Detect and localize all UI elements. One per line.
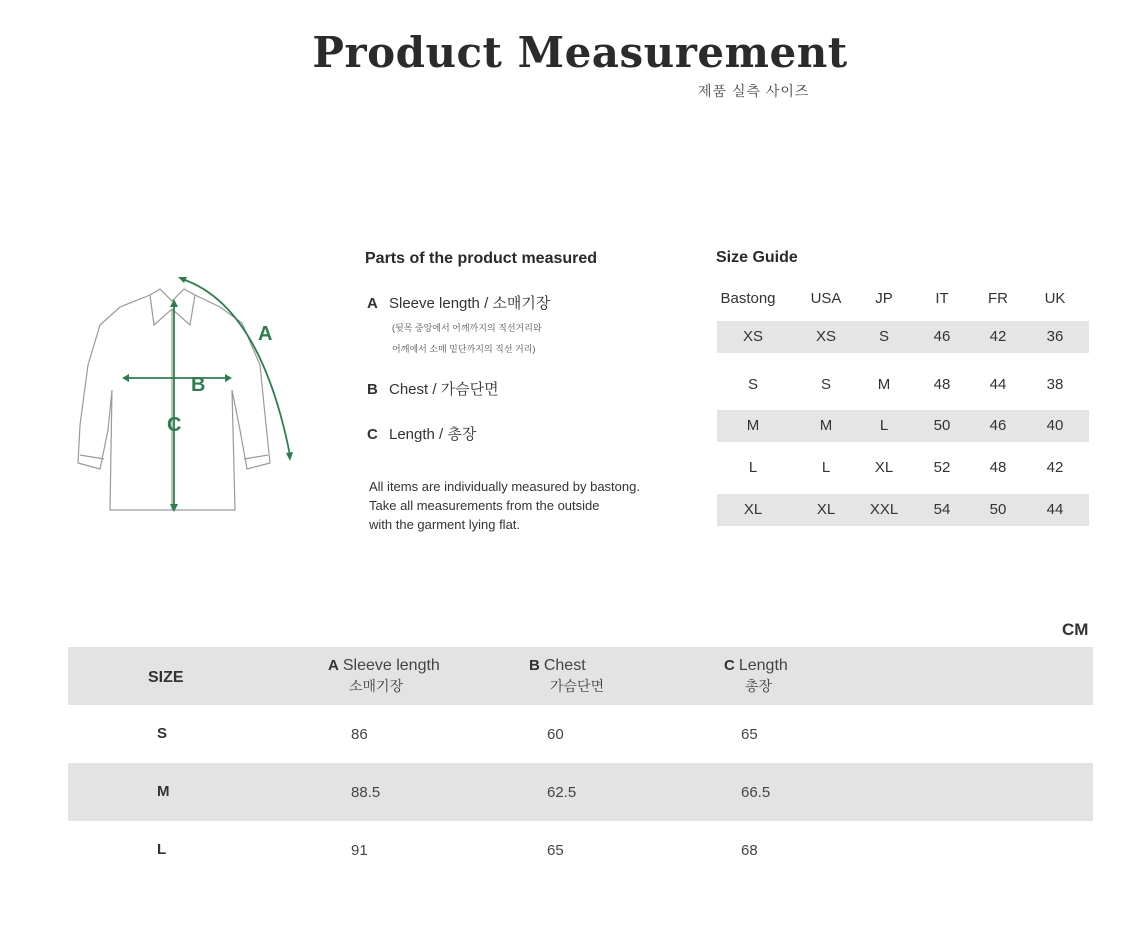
size-guide-cell: 38: [1046, 376, 1064, 393]
size-guide-cell: M: [746, 417, 760, 434]
size-guide-cell: 50: [989, 501, 1007, 518]
part-item-c: [367, 423, 476, 444]
measurement-note: [369, 477, 640, 534]
table-row: [68, 705, 1093, 763]
size-guide-cell: 44: [1046, 501, 1064, 518]
part-a-note: (뒷목 중앙에서 어깨까지의 직선거리와: [392, 323, 542, 333]
column-label-en: Chest: [543, 657, 586, 674]
column-letter: C: [724, 657, 735, 674]
column-label-en: Length: [738, 657, 788, 674]
part-item-b: [367, 378, 499, 399]
size-guide-cell: S: [878, 328, 890, 345]
sleeve-value: 86: [351, 726, 368, 743]
size-guide-cell: S: [747, 376, 759, 393]
measurement-note-line: with the garment lying flat.: [369, 517, 521, 532]
size-guide-cell: 46: [933, 328, 951, 345]
size-guide-cell: XL: [743, 501, 763, 518]
row-size: M: [157, 783, 170, 800]
measurement-note-line: All items are individually measured by bastong.: [369, 479, 640, 494]
size-guide-cell: L: [879, 417, 889, 434]
size-guide-cell: XL: [874, 459, 894, 476]
size-guide-column-header: UK: [1044, 290, 1066, 307]
table-row: [68, 763, 1093, 821]
size-guide-cell: 52: [933, 459, 951, 476]
size-column-header: SIZE: [148, 669, 184, 686]
size-guide-column-header: Bastong: [720, 290, 776, 307]
size-guide-cell: XS: [815, 328, 837, 345]
part-letter: A: [367, 295, 378, 312]
row-size: L: [157, 841, 167, 858]
size-guide-row: [717, 321, 1089, 353]
shirt-diagram: [60, 265, 310, 525]
size-guide-cell: M: [877, 376, 891, 393]
page-title: Product Measurement: [312, 28, 848, 77]
part-letter: B: [367, 381, 378, 398]
column-letter: A: [328, 657, 339, 674]
length-value: 66.5: [741, 784, 771, 801]
measurement-table: [68, 647, 1093, 879]
page-subtitle: 제품 실측 사이즈: [698, 83, 810, 99]
diagram-label-c: C: [167, 414, 182, 436]
size-guide-cell: 42: [989, 328, 1007, 345]
size-guide-column-header: IT: [935, 290, 949, 307]
size-guide-cell: XS: [742, 328, 764, 345]
column-header-sleeve: [328, 657, 440, 696]
size-guide-table: [717, 283, 1089, 526]
size-guide-cell: 54: [933, 501, 951, 518]
size-guide-cell: XXL: [869, 501, 899, 518]
unit-label: CM: [1062, 620, 1089, 639]
size-guide-cell: XL: [816, 501, 836, 518]
size-guide-row: [717, 494, 1089, 526]
size-guide-header-row: [717, 283, 1089, 315]
measure-line-a: [182, 279, 290, 455]
column-letter: B: [529, 657, 540, 674]
measurement-table-header: [68, 647, 1093, 705]
sleeve-value: 88.5: [351, 784, 381, 801]
part-label: Chest / 가슴단면: [389, 381, 499, 398]
size-guide-column-header: FR: [988, 290, 1008, 307]
column-header-length: [724, 657, 788, 696]
size-guide-row: [717, 369, 1089, 401]
length-value: 65: [741, 726, 758, 743]
measurement-note-line: Take all measurements from the outside: [369, 498, 600, 513]
size-guide-row: [717, 452, 1089, 484]
size-guide-cell: 48: [989, 459, 1007, 476]
size-guide-cell: 42: [1046, 459, 1064, 476]
size-guide-cell: 40: [1046, 417, 1064, 434]
size-guide-cell: 50: [933, 417, 951, 434]
parts-heading: Parts of the product measured: [365, 250, 598, 267]
diagram-label-b: B: [191, 374, 206, 396]
row-size: S: [157, 725, 168, 742]
chest-value: 60: [547, 726, 564, 743]
size-guide-cell: S: [820, 376, 832, 393]
diagram-label-a: A: [258, 323, 273, 345]
column-label-ko: 가슴단면: [550, 678, 605, 694]
column-label-en: Sleeve length: [342, 657, 440, 674]
table-row: [68, 821, 1093, 879]
part-item-a: [367, 292, 550, 313]
size-guide-cell: 44: [989, 376, 1007, 393]
column-header-chest: [529, 657, 604, 696]
size-guide-cell: 46: [989, 417, 1007, 434]
part-letter: C: [367, 426, 378, 443]
arrowhead-b-left: [122, 374, 129, 382]
right-cuff: [244, 455, 268, 459]
arrowhead-a-end: [286, 452, 293, 461]
part-label: Length / 총장: [389, 426, 477, 443]
arrowhead-b-right: [225, 374, 232, 382]
size-guide-column-header: JP: [875, 290, 893, 307]
length-value: 68: [741, 842, 758, 859]
size-guide-heading: Size Guide: [716, 249, 798, 266]
column-label-ko: 총장: [745, 678, 773, 694]
column-label-ko: 소매기장: [349, 678, 404, 694]
size-guide-row: [717, 410, 1089, 442]
size-guide-cell: L: [821, 459, 831, 476]
sleeve-value: 91: [351, 842, 368, 859]
size-guide-cell: 48: [933, 376, 951, 393]
size-guide-cell: 36: [1046, 328, 1064, 345]
arrowhead-c-bottom: [170, 504, 178, 512]
part-a-note: 어깨에서 소매 밑단까지의 직선 거리): [392, 344, 536, 354]
size-guide-cell: L: [748, 459, 758, 476]
chest-value: 65: [547, 842, 564, 859]
part-label: Sleeve length / 소매기장: [389, 295, 551, 312]
chest-value: 62.5: [547, 784, 577, 801]
size-guide-cell: M: [819, 417, 833, 434]
left-cuff: [80, 455, 104, 459]
size-guide-column-header: USA: [810, 290, 842, 307]
